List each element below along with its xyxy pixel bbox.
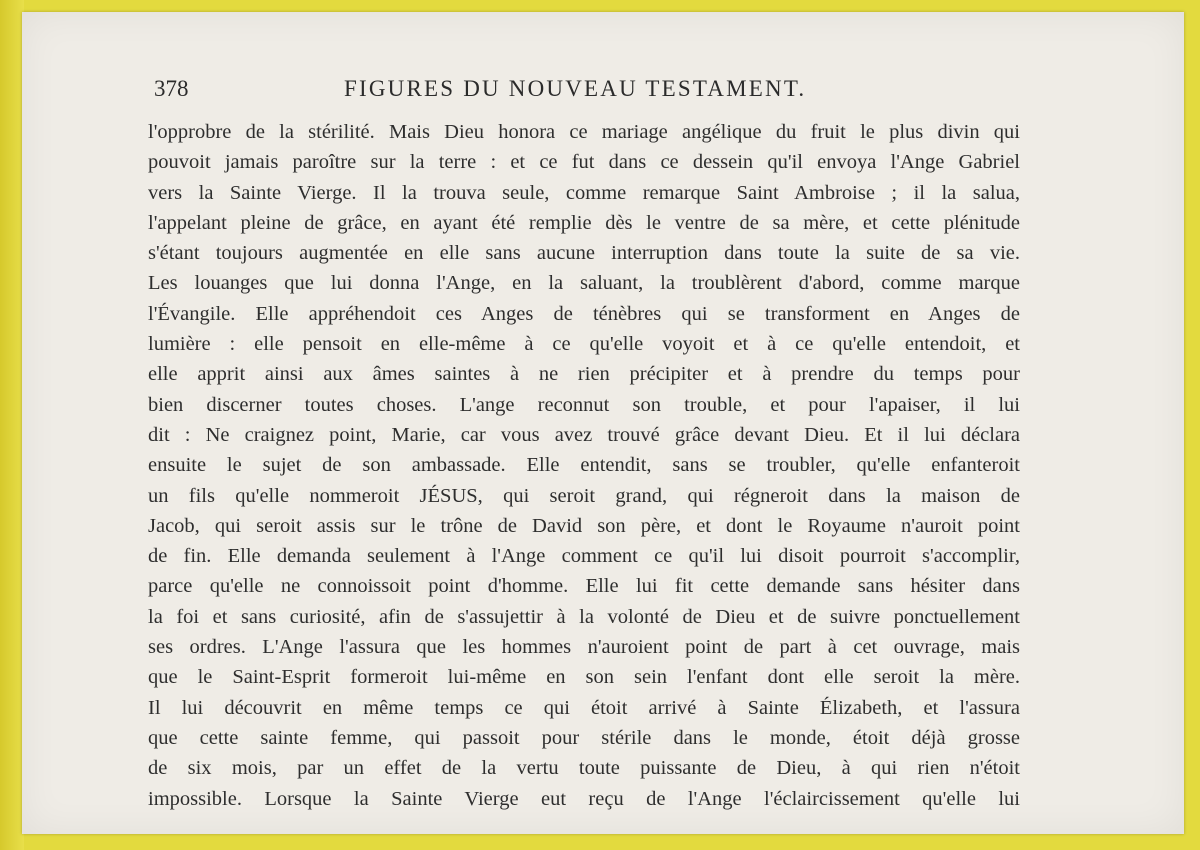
running-head: FIGURES DU NOUVEAU TESTAMENT. (344, 76, 807, 101)
text-line: Les louanges que lui donna l'Ange, en la saluant, la troublèrent d'abord, comme marque (148, 272, 1020, 295)
body-text (148, 117, 1020, 814)
text-line: l'appelant pleine de grâce, en ayant été remplie dès le ventre de sa mère, et cette plénitude (148, 211, 1020, 234)
text-line: dit : Ne craignez point, Marie, car vous avez trouvé grâce devant Dieu. Et il lui déclara (148, 423, 1020, 446)
text-line: vers la Sainte Vierge. Il la trouva seule, comme remarque Saint Ambroise ; il la salua, (148, 181, 1020, 204)
text-line: l'opprobre de la stérilité. Mais Dieu honora ce mariage angélique du fruit le plus divin qui (148, 121, 1020, 143)
text-line: s'étant toujours augmentée en elle sans aucune interruption dans toute la suite de sa vie. (148, 242, 1020, 265)
text-line: un fils qu'elle nommeroit JÉSUS, qui seroit grand, qui régneroit dans la maison de (148, 484, 1020, 507)
text-line: elle apprit ainsi aux âmes saintes à ne rien précipiter et à prendre du temps pour (148, 363, 1020, 386)
text-line: pouvoit jamais paroître sur la terre : et ce fut dans ce dessein qu'il envoya l'Ange Gabriel (148, 151, 1020, 174)
text-line: que cette sainte femme, qui passoit pour stérile dans le monde, étoit déjà grosse (148, 726, 1020, 749)
text-line: parce qu'elle ne connoissoit point d'homme. Elle lui fit cette demande sans hésiter dans (148, 575, 1020, 598)
text-line: que le Saint-Esprit formeroit lui-même en son sein l'enfant dont elle seroit la mère. (148, 666, 1020, 689)
book-page (22, 12, 1184, 834)
text-line: bien discerner toutes choses. L'ange reconnut son trouble, et pour l'apaiser, il lui (148, 393, 1020, 416)
text-line: lumière : elle pensoit en elle-même à ce qu'elle voyoit et à ce qu'elle entendoit, et (148, 333, 1020, 356)
text-line: de fin. Elle demanda seulement à l'Ange comment ce qu'il lui disoit pourroit s'accomplir, (148, 545, 1020, 568)
text-line: ensuite le sujet de son ambassade. Elle entendit, sans se troubler, qu'elle enfanteroit (148, 454, 1020, 477)
text-line: la foi et sans curiosité, afin de s'assujettir à la volonté de Dieu et de suivre ponctuellement (148, 605, 1020, 628)
text-line: de six mois, par un effet de la vertu toute puissante de Dieu, à qui rien n'étoit (148, 757, 1020, 780)
text-line: Jacob, qui seroit assis sur le trône de David son père, et dont le Royaume n'auroit point (148, 514, 1020, 537)
text-line: ses ordres. L'Ange l'assura que les hommes n'auroient point de part à cet ouvrage, mais (148, 636, 1020, 659)
text-line: impossible. Lorsque la Sainte Vierge eut reçu de l'Ange l'éclaircissement qu'elle lui (148, 787, 1020, 810)
yellow-mat-edge (0, 0, 24, 850)
text-line: l'Évangile. Elle appréhendoit ces Anges de ténèbres qui se transforment en Anges de (148, 302, 1020, 325)
text-line: Il lui découvrit en même temps ce qui étoit arrivé à Sainte Élizabeth, et l'assura (148, 696, 1020, 719)
page-number: 378 (154, 76, 189, 101)
